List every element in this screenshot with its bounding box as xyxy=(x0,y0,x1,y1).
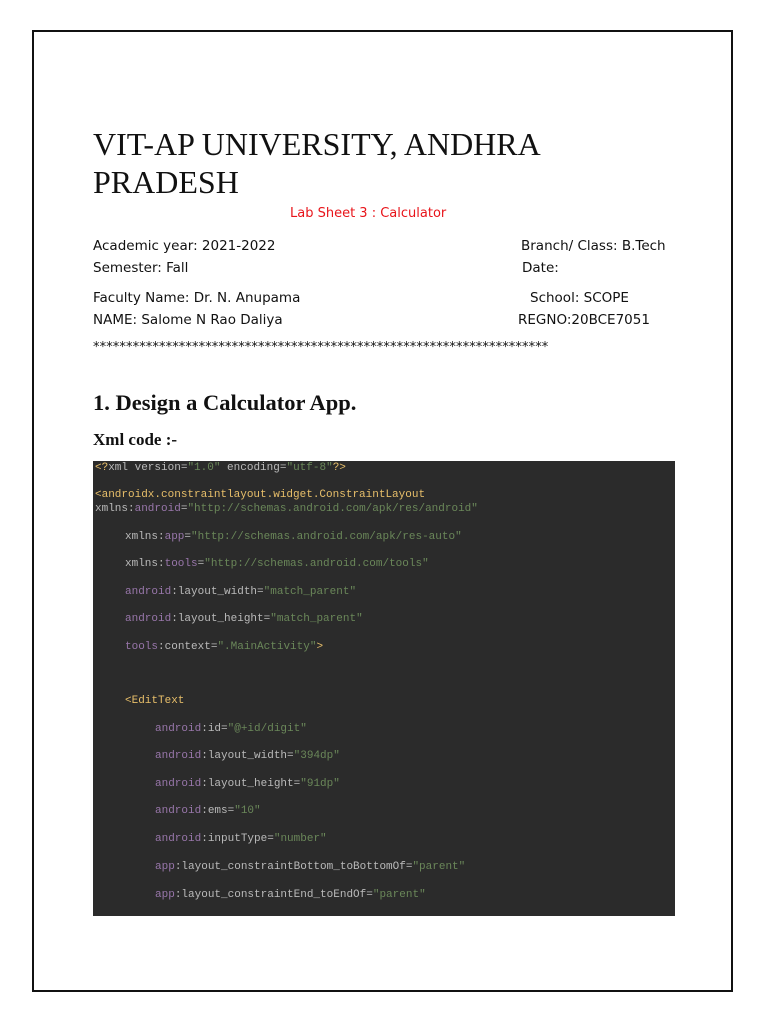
question-heading: 1. Design a Calculator App. xyxy=(93,390,357,415)
university-title: VIT-AP UNIVERSITY, ANDHRA PRADESH xyxy=(93,126,547,200)
registration-number: REGNO:20BCE7051 xyxy=(518,312,650,328)
semester: Semester: Fall xyxy=(93,260,189,276)
code-line: xmlns:app="http://schemas.android.com/apk/res-auto" xyxy=(125,531,462,543)
code-label: Xml code :- xyxy=(93,430,178,449)
code-line: app:layout_constraintBottom_toBottomOf="parent" xyxy=(155,861,466,873)
xml-code-block xyxy=(93,461,675,916)
code-line: android:id="@+id/digit" xyxy=(155,723,307,735)
code-line: app:layout_constraintEnd_toEndOf="parent" xyxy=(155,889,426,901)
code-line: android:layout_width="394dp" xyxy=(155,750,340,762)
code-line: android:layout_height="match_parent" xyxy=(125,613,363,625)
date-label: Date: xyxy=(522,260,559,276)
code-line: android:inputType="number" xyxy=(155,833,327,845)
code-line: <androidx.constraintlayout.widget.ConstraintLayout xyxy=(95,489,426,501)
code-line: android:ems="10" xyxy=(155,805,261,817)
lab-sheet-subtitle: Lab Sheet 3 : Calculator xyxy=(290,206,447,221)
code-line: xmlns:tools="http://schemas.android.com/tools" xyxy=(125,558,429,570)
code-line: android:layout_height="91dp" xyxy=(155,778,340,790)
code-line: <?xml version="1.0" encoding="utf-8"?> xyxy=(95,462,346,474)
code-line: <EditText xyxy=(125,695,185,707)
separator-line: ********************************************************************* xyxy=(93,340,549,355)
academic-year: Academic year: 2021-2022 xyxy=(93,238,276,254)
code-line: android:layout_width="match_parent" xyxy=(125,586,357,598)
code-line: tools:context=".MainActivity"> xyxy=(125,641,324,653)
student-name: NAME: Salome N Rao Daliya xyxy=(93,312,283,328)
faculty-name: Faculty Name: Dr. N. Anupama xyxy=(93,290,301,306)
school: School: SCOPE xyxy=(530,290,629,306)
code-line: xmlns:android="http://schemas.android.com/apk/res/android" xyxy=(95,503,478,515)
branch-class: Branch/ Class: B.Tech xyxy=(521,238,666,254)
